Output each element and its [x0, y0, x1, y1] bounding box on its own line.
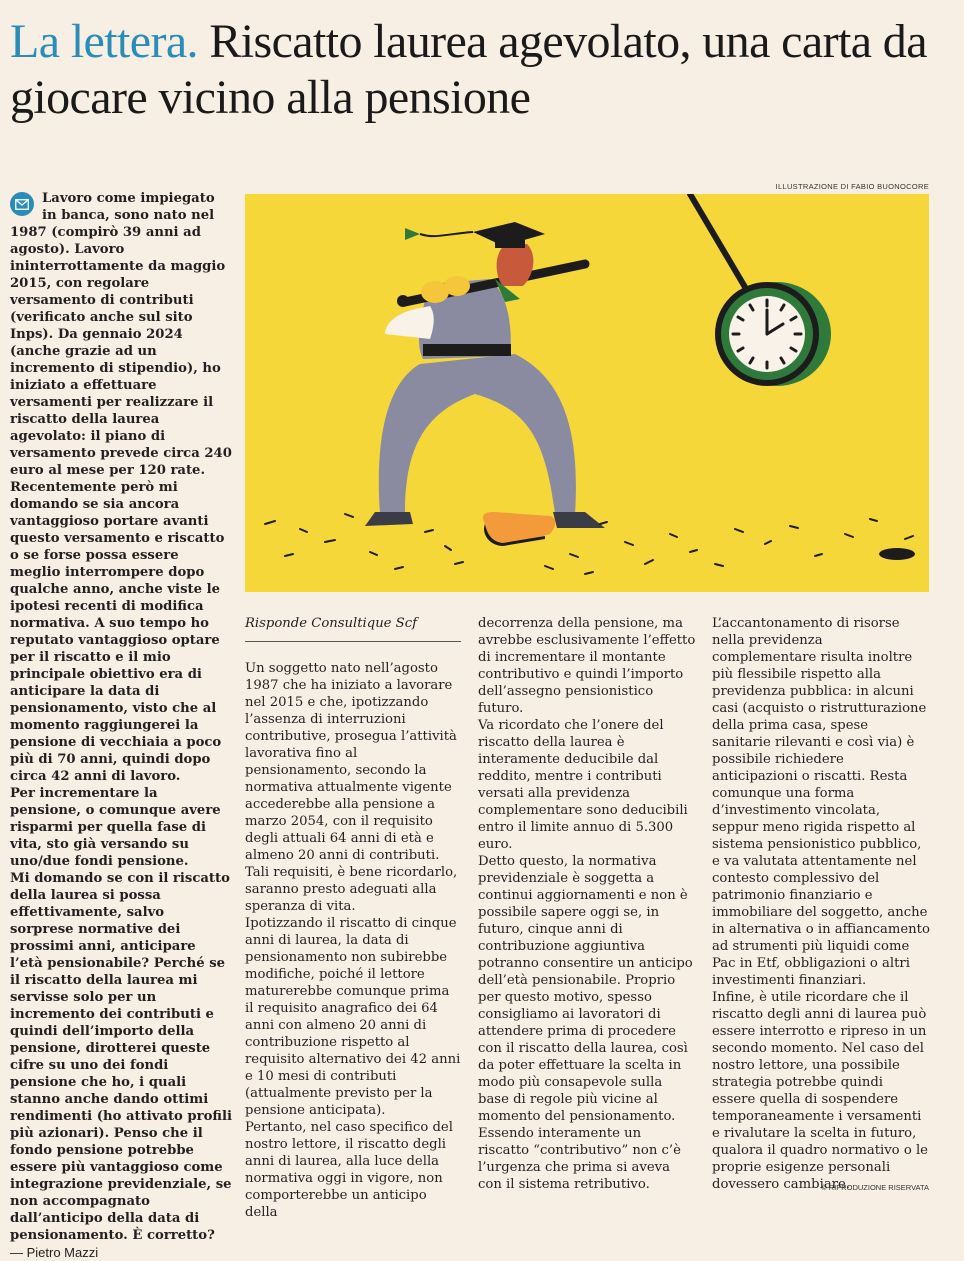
responder: Risponde Consultique Scf [245, 615, 461, 642]
clock-icon [715, 282, 831, 386]
answer-paragraph: Pertanto, nel caso specifico del nostro lettore, il riscatto degli anni di laurea, alla luce della normativa oggi in vigore, non comporterebbe un anticipo della [245, 1120, 453, 1220]
illustration-credit: ILLUSTRAZIONE DI FABIO BUONOCORE [775, 182, 929, 191]
letter-column [10, 190, 232, 1261]
headline-title: Riscatto laurea agevolato, una carta da giocare vicino alla pensione [10, 15, 927, 124]
letter-paragraph: Lavoro come impiegato in banca, sono nato nel 1987 (compirò 39 anni ad agosto). Lavoro ininterrottamente da maggio 2015, con regolare versamento di contributi (verificato anche sul sito Inps). Da gennaio 2024 (anche grazie ad un incremento di stipendio), ho iniziato a effettuare versamenti per realizzare il riscatto della laurea agevolato: il piano di versamento prevede circa 240 euro al mese per 120 rate. Recentemente però mi domando se sia ancora vantaggioso portare avanti questo versamento e riscatto o se forse possa essere meglio interrompere dopo qualche anno, anche viste le ipotesi recenti di modifica normativa. A suo tempo ho reputato vantaggioso optare per il riscatto e il mio principale obiettivo era di anticipare la data di pensionamento, visto che al momento raggiungerei la pensione di vecchiaia a poco più di 70 anni, quindi dopo circa 42 anni di lavoro. [10, 191, 232, 784]
letter-signature: — Pietro Mazzi [10, 1245, 99, 1260]
answer-paragraph: L’accantonamento di risorse nella previdenza complementare risulta inoltre più flessibile rispetto alla previdenza pubblica: in alcuni casi (acquisto o ristrutturazione della prima casa, spese sanitarie rilevanti e così via) è possibile richiedere anticipazioni o riscatti. Resta comunque una forma d’investimento vincolata, seppur meno rigida rispetto al sistema pensionistico pubblico, e va valutata attentamente nel contesto complessivo del patrimonio finanziario e immobiliare del soggetto, anche in alternativa o in affiancamento ad strumenti più liquidi come Pac in Etf, obbligazioni o altri investimenti finanziari. [712, 616, 930, 988]
answer-paragraph: Detto questo, la normativa previdenziale è soggetta a continui aggiornamenti e non è possibile sapere oggi se, in futuro, cinque anni di contribuzione aggiuntiva potranno consentire un anticipo dell’età pensionabile. Proprio per questo motivo, spesso consigliamo ai lavoratori di attendere prima di procedere con il riscatto della laurea, così da poter effettuare la scelta in modo più consapevole sulla base di regole più vicine al momento del pensionamento. Essendo interamente un riscatto “contributivo” non c’è l’urgenza che prima si aveva con il sistema retributivo. [478, 854, 693, 1192]
answer-column-2 [478, 615, 696, 1193]
envelope-icon [10, 192, 34, 216]
answer-paragraph: Un soggetto nato nell’agosto 1987 che ha iniziato a lavorare nel 2015 e che, ipotizzando l’assenza di interruzioni contributive, prosegua l’attività lavorativa fino al pensionamento, secondo la normativa attualmente vigente accederebbe alla pensione a marzo 2054, con il requisito degli attuali 64 anni di età e almeno 20 anni di contributi. [245, 661, 457, 863]
answer-paragraph: Tali requisiti, è bene ricordarlo, saranno presto adeguati alla speranza di vita. [245, 865, 458, 914]
answer-paragraph: Ipotizzando il riscatto di cinque anni di laurea, la data di pensionamento non subirebbe modifiche, poiché il lettore maturerebbe comunque prima il requisito anagrafico dei 64 anni con almeno 20 anni di contribuzione rispetto al requisito alternativo dei 42 anni e 10 mesi di contributi (attualmente previsto per la pensione anticipata). [245, 916, 461, 1118]
answer-paragraph: Infine, è utile ricordare che il riscatto degli anni di laurea può essere interrotto e ripreso in un secondo momento. Nel caso del nostro lettore, una possibile strategia potrebbe quindi essere quella di sospendere temporaneamente i versamenti e rivalutare la scelta in futuro, qualora il quadro normativo o le proprie esigenze personali dovessero cambiare. [712, 990, 928, 1192]
letter-paragraph: Mi domando se con il riscatto della laurea si possa effettivamente, salvo sorprese normative dei prossimi anni, anticipare l’età pensionabile? Perché se il riscatto della laurea mi servisse solo per un incremento dei contributi e quindi dell’importo della pensione, dirotterei queste cifre su uno dei fondi pensione che ho, i quali stanno anche dando ottimi rendimenti (ho attivato profili più azionari). Penso che il fondo pensione potrebbe essere più vantaggioso come integrazione previdenziale, se non accompagnato dall’anticipo della data di pensionamento. È corretto? [10, 871, 232, 1243]
answer-paragraph: decorrenza della pensione, ma avrebbe esclusivamente l’effetto di incrementare il montante contributivo e quindi l’importo dell’assegno pensionistico futuro. [478, 616, 696, 716]
headline-kicker: La lettera. [10, 15, 198, 68]
answer-paragraph: Va ricordato che l’onere del riscatto della laurea è interamente deducibile dal reddito, mentre i contributi versati alla previdenza complementare sono deducibili entro il limite annuo di 5.300 euro. [478, 718, 688, 852]
answer-column-3 [712, 615, 930, 1193]
illustration [245, 194, 929, 592]
copyright-notice: © RIPRODUZIONE RISERVATA [821, 1183, 929, 1192]
answer-column-1 [245, 615, 461, 1221]
letter-paragraph: Per incrementare la pensione, o comunque avere risparmi per quella fase di vita, sto già versando su uno/due fondi pensione. [10, 786, 221, 869]
headline [10, 14, 950, 126]
